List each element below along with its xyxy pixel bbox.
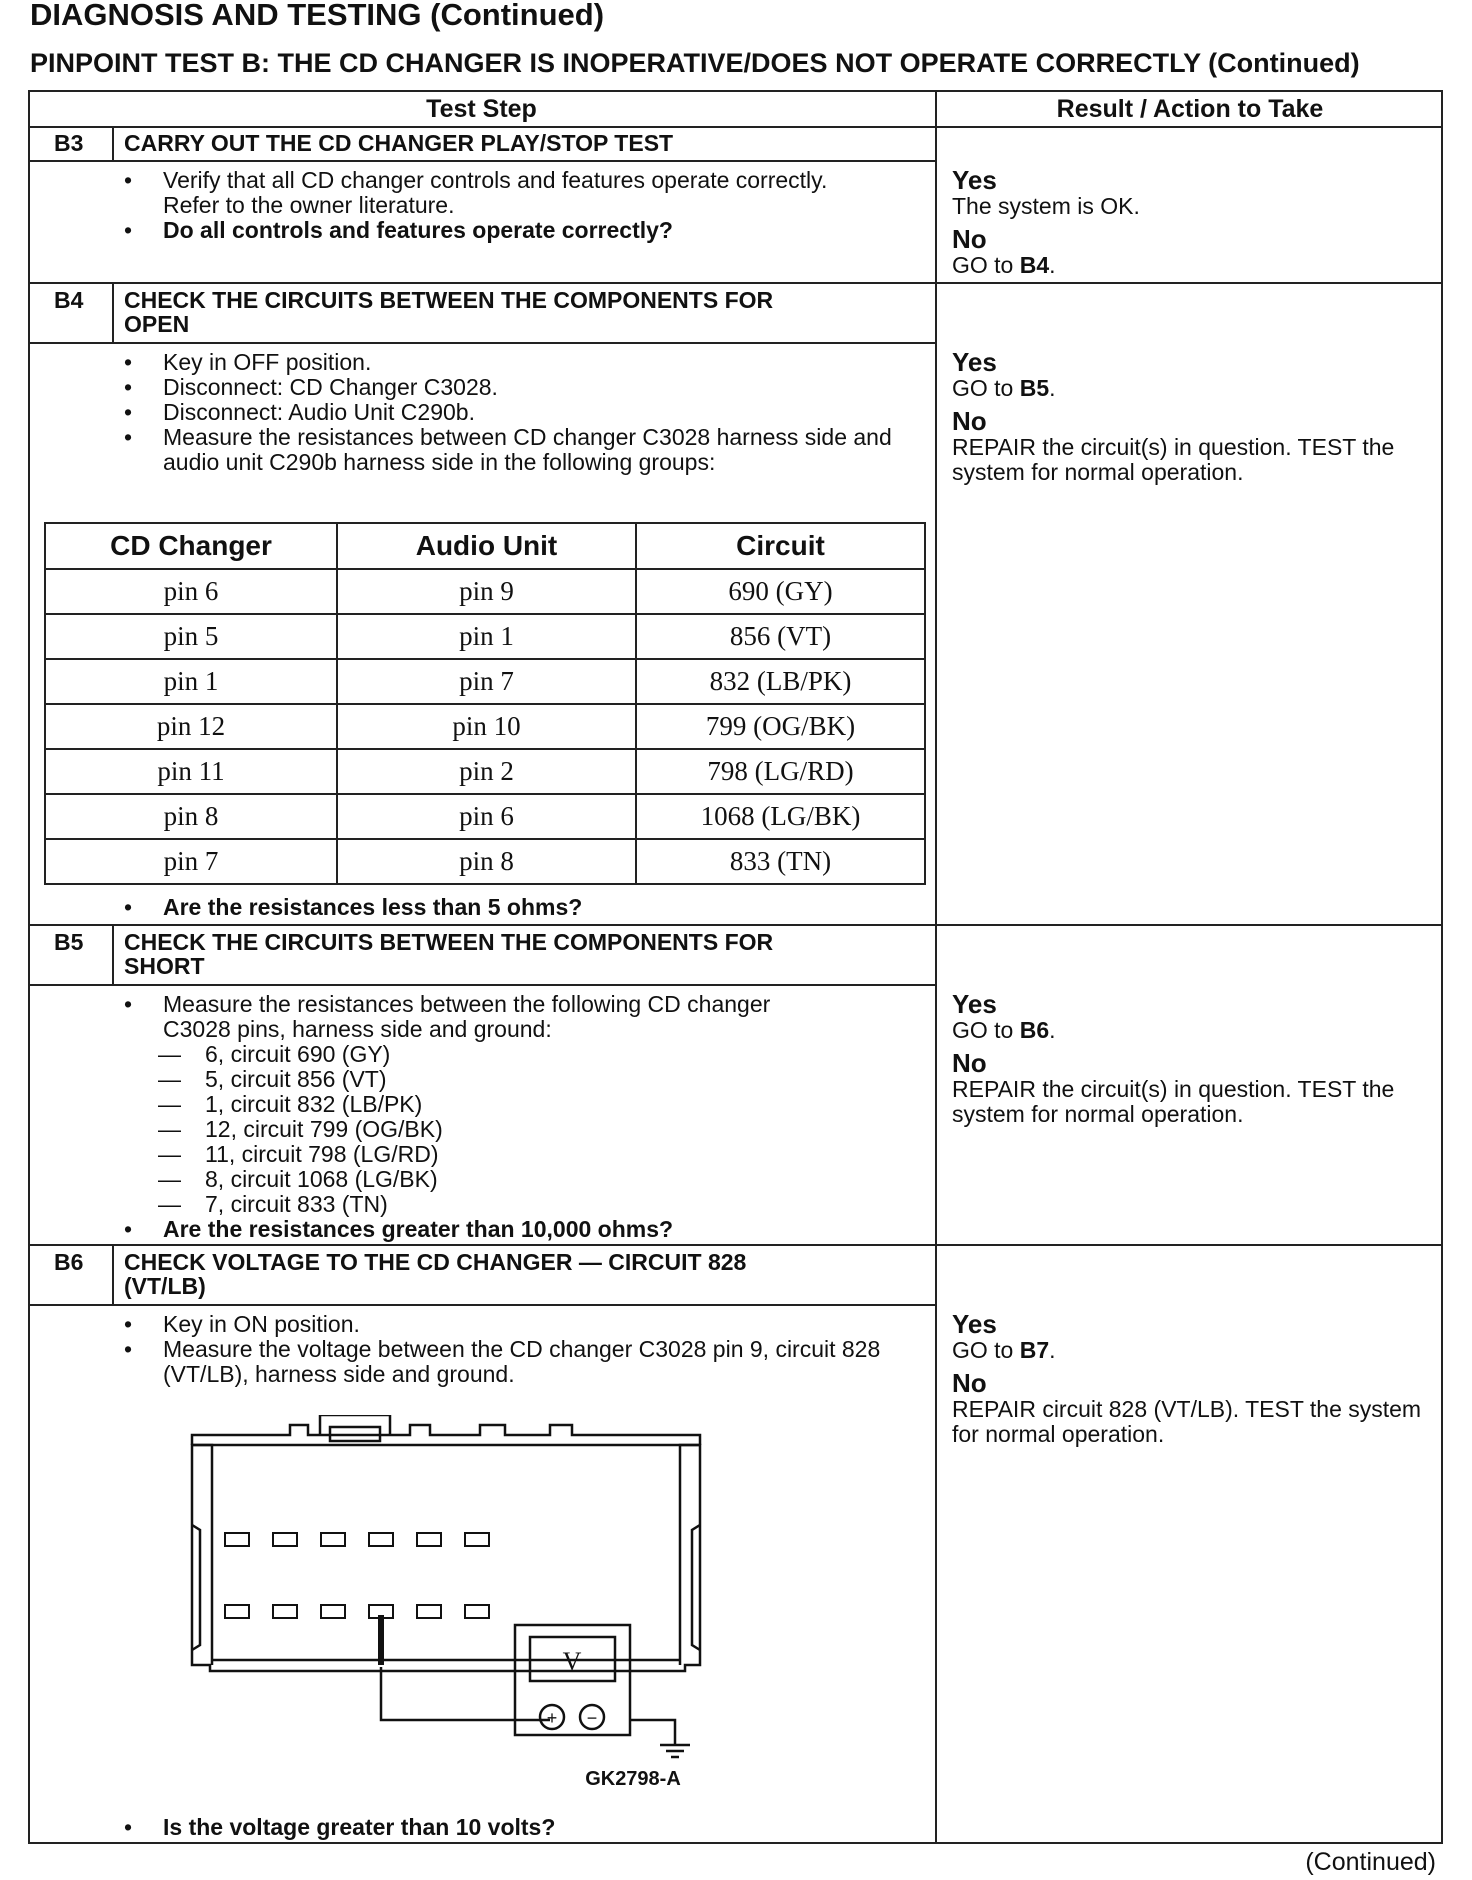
row-divider [28, 924, 1443, 926]
title-divider [28, 342, 935, 344]
title-divider [28, 984, 935, 986]
figure-id: GK2798-A [585, 1768, 681, 1790]
yes-label: Yes [952, 989, 997, 1019]
no-label: No [952, 1048, 987, 1078]
no-label: No [952, 406, 987, 436]
b6-result [952, 1310, 1422, 1447]
title-divider [28, 1304, 935, 1306]
id-divider [112, 282, 114, 343]
step-id-b5: B5 [54, 929, 84, 955]
yes-action: GO to B7. [952, 1337, 1056, 1363]
step-id-b6: B6 [54, 1249, 84, 1275]
yes-action: The system is OK. [952, 193, 1140, 219]
table-row: pin 5 pin 1 856 (VT) [45, 614, 925, 659]
no-action: REPAIR the circuit(s) in question. TEST the system for normal operation. [952, 1076, 1395, 1127]
table-row: pin 8 pin 6 1068 (LG/BK) [45, 794, 925, 839]
header-cd-changer: CD Changer [45, 523, 337, 569]
step-id-b3: B3 [54, 130, 84, 156]
row-divider [28, 1244, 1443, 1246]
minus-terminal-icon: − [586, 1708, 598, 1728]
column-divider [935, 90, 937, 1844]
header-divider [28, 126, 1443, 128]
b5-result [952, 990, 1422, 1127]
no-action: GO to B4. [952, 252, 1056, 278]
plus-terminal-icon: + [546, 1708, 558, 1728]
column-header-result: Result / Action to Take [1056, 94, 1324, 123]
no-action: REPAIR circuit 828 (VT/LB). TEST the system for normal operation. [952, 1396, 1422, 1447]
table-row: pin 6 pin 9 690 (GY) [45, 569, 925, 614]
no-label: No [952, 1368, 987, 1398]
b4-result [952, 348, 1422, 485]
header-audio-unit: Audio Unit [337, 523, 636, 569]
yes-action: GO to B6. [952, 1017, 1056, 1043]
column-header-test-step: Test Step [426, 94, 537, 123]
step-title-b4: CHECK THE CIRCUITS BETWEEN THE COMPONENTS FOR OPEN [124, 287, 774, 337]
yes-action: GO to B5. [952, 375, 1056, 401]
table-row: pin 1 pin 7 832 (LB/PK) [45, 659, 925, 704]
header-circuit: Circuit [636, 523, 925, 569]
table-row: pin 11 pin 2 798 (LG/RD) [45, 749, 925, 794]
step-title-b3: CARRY OUT THE CD CHANGER PLAY/STOP TEST [124, 130, 674, 156]
id-divider [112, 924, 114, 985]
table-header-row [45, 523, 925, 569]
pinpoint-test-title: PINPOINT TEST B: THE CD CHANGER IS INOPERATIVE/DOES NOT OPERATE CORRECTLY (Continued) [30, 48, 1360, 78]
b3-result [952, 166, 1422, 278]
row-divider [28, 282, 1443, 284]
no-label: No [952, 224, 987, 254]
yes-label: Yes [952, 165, 997, 195]
page-title: DIAGNOSIS AND TESTING (Continued) [30, 0, 605, 32]
step-id-b4: B4 [54, 287, 84, 313]
table-row: pin 7 pin 8 833 (TN) [45, 839, 925, 884]
id-divider [112, 126, 114, 161]
voltmeter-label: V [562, 1647, 582, 1676]
continued-label: (Continued) [1305, 1848, 1436, 1876]
id-divider [112, 1244, 114, 1305]
yes-label: Yes [952, 347, 997, 377]
step-title-b5: CHECK THE CIRCUITS BETWEEN THE COMPONENTS FOR SHORT [124, 929, 774, 979]
no-action: REPAIR the circuit(s) in question. TEST the system for normal operation. [952, 434, 1395, 485]
table-row: pin 12 pin 10 799 (OG/BK) [45, 704, 925, 749]
b5-bullet-1-cont: C3028 pins, harness side and ground: [163, 1016, 552, 1042]
yes-label: Yes [952, 1309, 997, 1339]
step-title-b6: CHECK VOLTAGE TO THE CD CHANGER — CIRCUIT 828 (VT/LB) [124, 1249, 747, 1299]
title-divider [28, 160, 935, 162]
connector-voltage-diagram [180, 1415, 780, 1800]
pin-resistance-table [44, 522, 926, 885]
